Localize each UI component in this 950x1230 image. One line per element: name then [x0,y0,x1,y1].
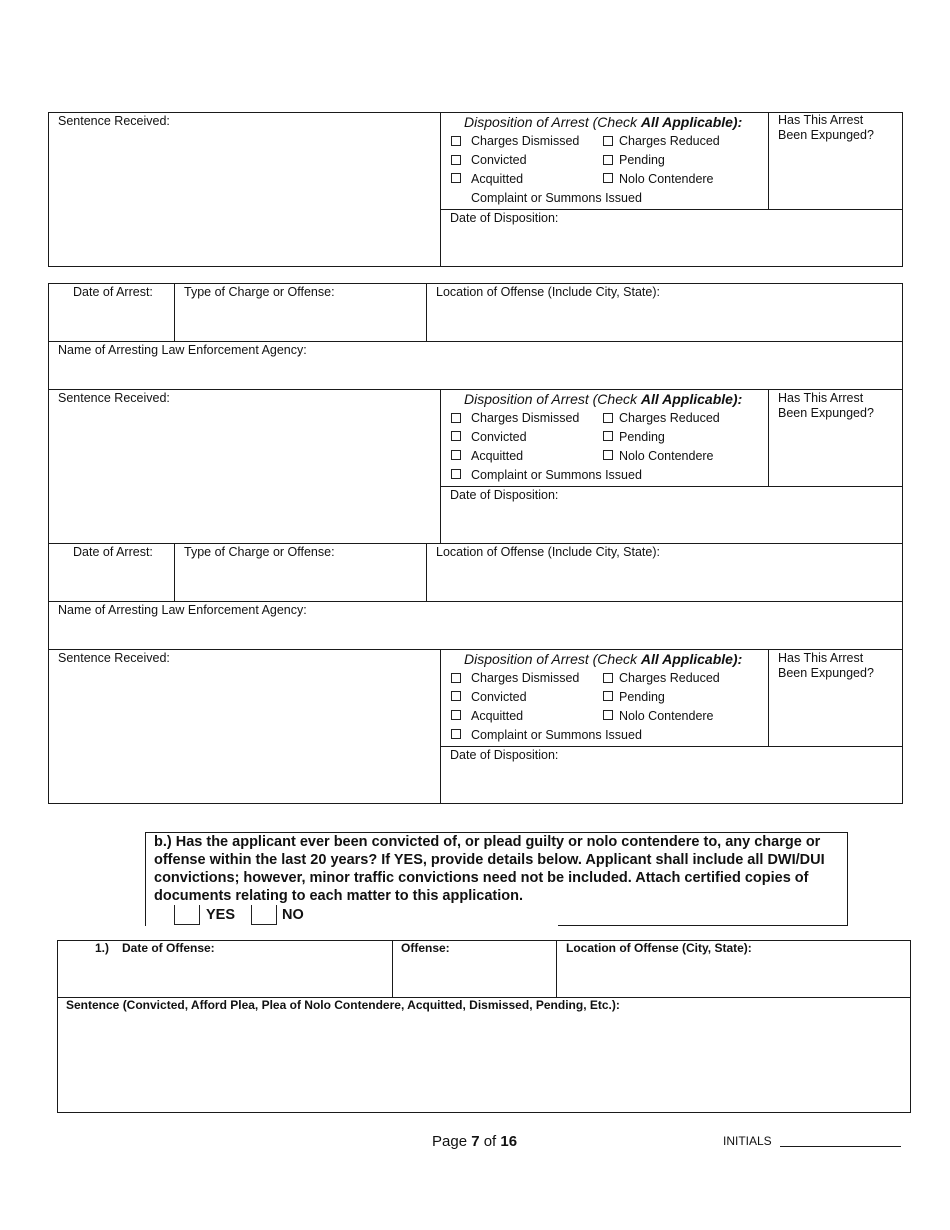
divider [48,341,903,342]
pending-label: Pending [619,153,665,167]
nolo-contendere-checkbox[interactable] [603,173,613,183]
charges-dismissed-checkbox[interactable] [451,673,461,683]
no-label: NO [282,907,304,923]
type-of-charge-label: Type of Charge or Offense: [184,545,335,559]
arresting-agency-label: Name of Arresting Law Enforcement Agency: [58,343,307,357]
question-b-text: b.) Has the applicant ever been convicted of, or plead guilty or nolo contendere to, any charge or offense within the last 20 years? If YES, provide details below. Applicant shall include all DWI/DUI convictions; however, minor traffic convictions need not be included. Attach certified copies of documents relating to each matter to this application. [154,834,825,904]
disposition-title [464,114,742,130]
divider [440,389,441,544]
expunged-label: Has This Arrest Been Expunged? [778,651,874,680]
divider [558,925,848,926]
expunged-label: Has This Arrest Been Expunged? [778,391,874,420]
divider [174,543,175,602]
expunged-label: Has This Arrest Been Expunged? [778,113,874,142]
sentence-received-label: Sentence Received: [58,114,170,128]
divider [426,283,427,342]
pending-checkbox[interactable] [603,691,613,701]
acquitted-checkbox[interactable] [451,173,461,183]
acquitted-checkbox[interactable] [451,710,461,720]
divider [440,486,903,487]
nolo-contendere-label: Nolo Contendere [619,172,714,186]
divider [48,601,903,602]
location-of-offense-label: Location of Offense (Include City, State): [436,285,660,299]
nolo-contendere-checkbox[interactable] [603,450,613,460]
date-of-offense-label: Date of Offense: [122,941,215,955]
charges-reduced-checkbox[interactable] [603,136,613,146]
convicted-label: Convicted [471,690,527,704]
divider [48,389,903,390]
charges-dismissed-label: Charges Dismissed [471,411,580,425]
page-number [432,1133,517,1150]
date-of-disposition-label: Date of Disposition: [450,748,559,762]
disposition-bold: All Applicable): [640,651,743,667]
convicted-checkbox[interactable] [451,691,461,701]
date-of-arrest-label: Date of Arrest: [73,545,153,559]
divider [768,389,769,487]
acquitted-label: Acquitted [471,709,524,723]
initials-label: INITIALS [723,1134,772,1148]
divider [440,209,903,210]
charges-dismissed-label: Charges Dismissed [471,134,580,148]
disposition-title [464,391,742,407]
convicted-label: Convicted [471,430,527,444]
arresting-agency-label: Name of Arresting Law Enforcement Agency: [58,603,307,617]
divider [392,940,393,998]
disposition-prefix: Disposition of Arrest (Check [464,391,641,407]
divider [145,925,146,926]
sentence-received-label: Sentence Received: [58,391,170,405]
divider [768,112,769,210]
divider [174,283,175,342]
date-of-disposition-label: Date of Disposition: [450,488,559,502]
yes-checkbox[interactable] [174,905,200,925]
nolo-contendere-label: Nolo Contendere [619,449,714,463]
disposition-prefix: Disposition of Arrest (Check [464,114,641,130]
row-number: 1.) [95,941,110,955]
pending-checkbox[interactable] [603,431,613,441]
offense-label: Offense: [401,941,450,955]
sentence-label: Sentence (Convicted, Afford Plea, Plea of Nolo Contendere, Acquitted, Dismissed, Pending, Etc.): [66,998,620,1012]
divider [556,940,557,998]
divider [426,543,427,602]
divider [48,649,903,650]
acquitted-label: Acquitted [471,172,524,186]
type-of-charge-label: Type of Charge or Offense: [184,285,335,299]
nolo-contendere-label: Nolo Contendere [619,709,714,723]
complaint-summons-label: Complaint or Summons Issued [471,191,642,205]
charges-reduced-checkbox[interactable] [603,413,613,423]
sentence-received-label: Sentence Received: [58,651,170,665]
page-of: of [479,1133,501,1150]
yes-label: YES [206,907,236,923]
charges-reduced-label: Charges Reduced [619,671,720,685]
pending-label: Pending [619,690,665,704]
divider [48,543,903,544]
nolo-contendere-checkbox[interactable] [603,710,613,720]
charges-reduced-label: Charges Reduced [619,411,720,425]
complaint-summons-label: Complaint or Summons Issued [471,728,642,742]
divider [768,649,769,747]
pending-label: Pending [619,430,665,444]
page-total: 16 [500,1133,518,1150]
convicted-label: Convicted [471,153,527,167]
charges-dismissed-checkbox[interactable] [451,413,461,423]
disposition-bold: All Applicable): [640,391,743,407]
no-checkbox[interactable] [251,905,277,925]
disposition-prefix: Disposition of Arrest (Check [464,651,641,667]
date-of-disposition-label: Date of Disposition: [450,211,559,225]
charges-reduced-label: Charges Reduced [619,134,720,148]
complaint-summons-checkbox[interactable] [451,469,461,479]
location-label: Location of Offense (City, State): [566,941,752,955]
location-of-offense-label: Location of Offense (Include City, State): [436,545,660,559]
charges-reduced-checkbox[interactable] [603,673,613,683]
divider [440,746,903,747]
divider [440,112,441,267]
complaint-summons-label: Complaint or Summons Issued [471,468,642,482]
convicted-checkbox[interactable] [451,155,461,165]
divider [440,649,441,804]
disposition-bold: All Applicable): [640,114,743,130]
pending-checkbox[interactable] [603,155,613,165]
acquitted-label: Acquitted [471,449,524,463]
initials-line[interactable] [780,1146,901,1147]
charges-dismissed-checkbox[interactable] [451,136,461,146]
conviction-table [57,940,911,1113]
page-prefix: Page [432,1133,472,1150]
charges-dismissed-label: Charges Dismissed [471,671,580,685]
page-current: 7 [471,1133,480,1150]
disposition-title [464,651,742,667]
date-of-arrest-label: Date of Arrest: [73,285,153,299]
complaint-summons-checkbox[interactable] [451,729,461,739]
acquitted-checkbox[interactable] [451,450,461,460]
convicted-checkbox[interactable] [451,431,461,441]
